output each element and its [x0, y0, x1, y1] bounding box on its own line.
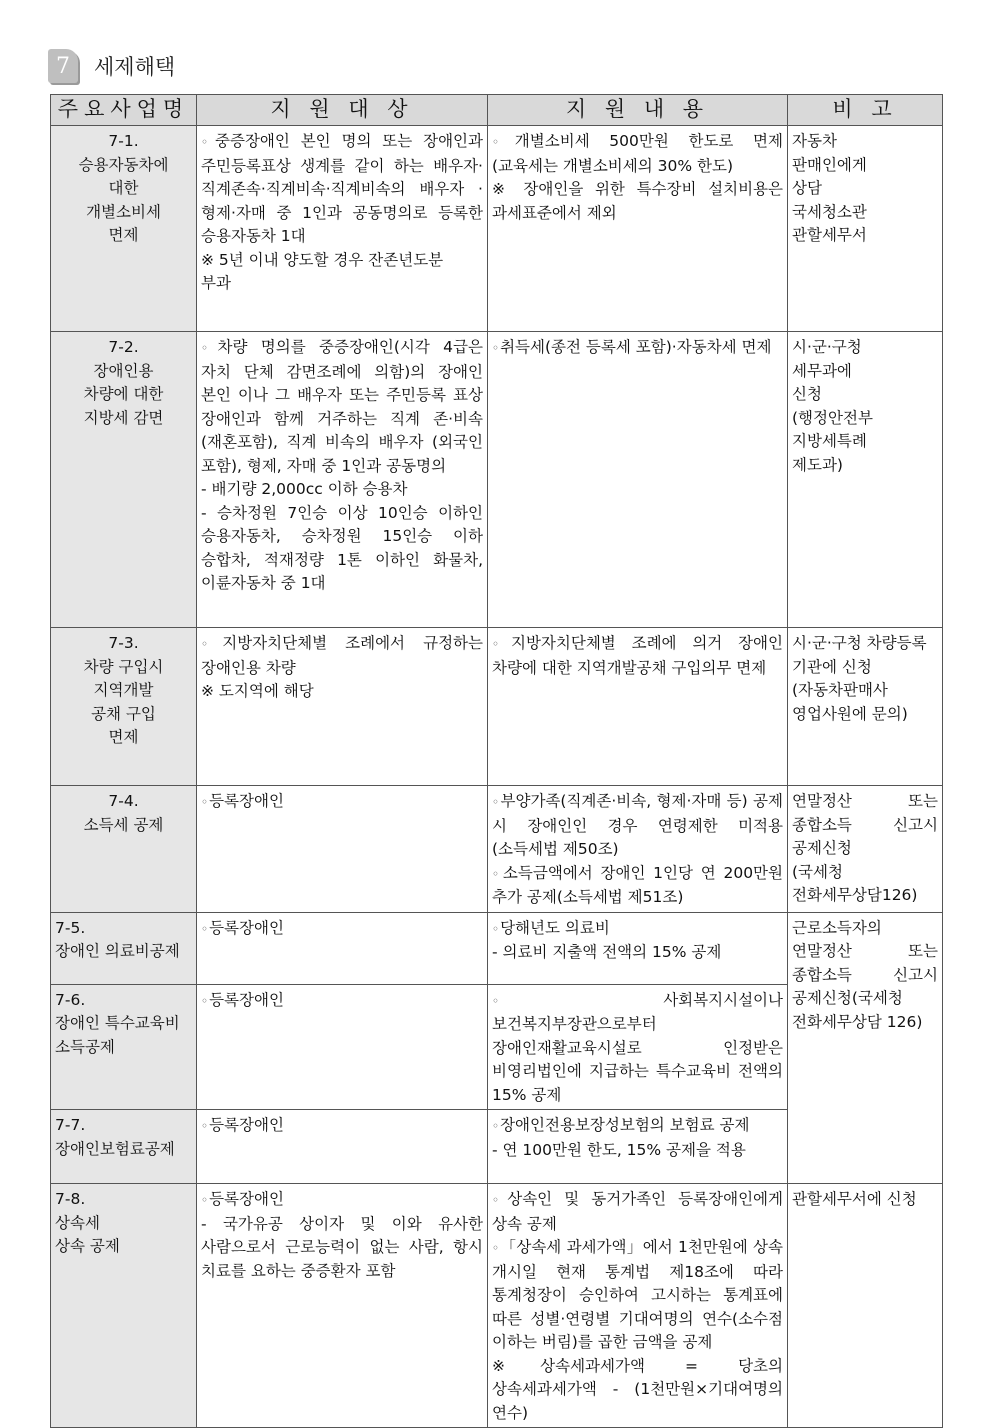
content-cell: ◦ 사회복지시설이나 보건복지부장관으로부터 장애인재활교육시설로 인정받은 비영리법인에 지급하는 특수교육비 전액의 15% 공제: [488, 984, 788, 1110]
table-row: [51, 126, 943, 332]
header-program: 주요사업명: [51, 95, 197, 126]
content-cell: ◦ 개별소비세 500만원 한도로 면제 (교육세는 개별소비세의 30% 한도) ※ 장애인을 위한 특수장비 설치비용은 과세표준에서 제외: [488, 126, 788, 332]
content-cell: ◦ 부양가족(직계존·비속, 형제·자매 등) 공제 시 장애인인 경우 연령제한 미적용 (소득세법 제50조) ◦ 소득금액에서 장애인 1인당 연 200만원 추가 공제(소득세법 제51조): [488, 786, 788, 913]
header-target: 지 원 대 상: [197, 95, 488, 126]
target-cell: ◦ 등록장애인: [197, 984, 488, 1110]
program-name-cell: 7-7. 장애인보험료공제: [51, 1110, 197, 1184]
target-cell: ◦ 등록장애인: [197, 1110, 488, 1184]
remark-cell: 근로소득자의 연말정산 또는 종합소득 신고시 공제신청(국세청 전화세무상담 126): [788, 912, 943, 1184]
target-cell: ◦ 지방자치단체별 조례에서 규정하는 장애인용 차량 ※ 도지역에 해당: [197, 628, 488, 786]
program-name-cell: 7-5. 장애인 의료비공제: [51, 912, 197, 984]
table-row: [51, 1184, 943, 1428]
tax-benefit-table: [50, 94, 943, 1428]
table-row: [51, 628, 943, 786]
remark-cell: 연말정산 또는 종합소득 신고시 공제신청 (국세청 전화세무상담126): [788, 786, 943, 913]
target-cell: ◦ 등록장애인: [197, 912, 488, 984]
target-cell: ◦ 등록장애인: [197, 786, 488, 913]
program-name-cell: 7-8. 상속세 상속 공제: [51, 1184, 197, 1428]
program-name-cell: 7-1. 승용자동차에 대한 개별소비세 면제: [51, 126, 197, 332]
table-row: [51, 332, 943, 628]
table-row: [51, 786, 943, 913]
section-header: [48, 48, 175, 84]
program-name-cell: 7-2. 장애인용 차량에 대한 지방세 감면: [51, 332, 197, 628]
content-cell: ◦ 상속인 및 동거가족인 등록장애인에게 상속 공제 ◦ 「상속세 과세가액」에서 1천만원에 상속 개시일 현재 통계법 제18조에 따라 통계청장이 승인하여 고시하는 통계표에 따른 성별·연령별 기대여명의 연수(소수점 이하는 버림)를 곱한 금액을 공제 ※상속세과세가액 = 당초의 상속세과세가액 - (1천만원×기대여명의 연수): [488, 1184, 788, 1428]
table-header-row: [51, 95, 943, 126]
content-cell: ◦ 당해년도 의료비 - 의료비 지출액 전액의 15% 공제: [488, 912, 788, 984]
content-cell: ◦ 취득세(종전 등록세 포함)·자동차세 면제: [488, 332, 788, 628]
remark-cell: 자동차 판매인에게 상담 국세청소관 관할세무서: [788, 126, 943, 332]
content-cell: ◦ 지방자치단체별 조례에 의거 장애인 차량에 대한 지역개발공채 구입의무 면제: [488, 628, 788, 786]
section-title: 세제해택: [94, 55, 176, 79]
content-cell: ◦ 장애인전용보장성보험의 보험료 공제 - 연 100만원 한도, 15% 공제을 적용: [488, 1110, 788, 1184]
table-row: [51, 912, 943, 984]
remark-cell: 시·군·구청 차량등록 기관에 신청 (자동차판매사 영업사원에 문의): [788, 628, 943, 786]
target-cell: ◦ 차량 명의를 중증장애인(시각 4급은 자치 단체 감면조례에 의함)의 장애인 본인 이나 그 배우자 또는 주민등록 표상 장애인과 함께 거주하는 직계 존·비속 (재혼포함), 직계 비속의 배우자 (외국인 포함), 형제, 자매 중 1인과 공동명의 - 배기량 2,000cc 이하 승용차 - 승차정원 7인승 이상 10인승 이하인 승용자동차, 승차정원 15인승 이하 승합차, 적재정량 1톤 이하인 화물차, 이륜자동차 중 1대: [197, 332, 488, 628]
remark-cell: 관할세무서에 신청: [788, 1184, 943, 1428]
section-number-badge: 7: [48, 49, 78, 83]
program-name-cell: 7-6. 장애인 특수교육비 소득공제: [51, 984, 197, 1110]
target-cell: ◦ 등록장애인 - 국가유공 상이자 및 이와 유사한 사람으로서 근로능력이 없는 사람, 항시 치료를 요하는 중증환자 포함: [197, 1184, 488, 1428]
header-content: 지 원 내 용: [488, 95, 788, 126]
program-name-cell: 7-3. 차량 구입시 지역개발 공채 구입 면제: [51, 628, 197, 786]
header-remark: 비 고: [788, 95, 943, 126]
target-cell: ◦ 중증장애인 본인 명의 또는 장애인과 주민등록표상 생계를 같이 하는 배우자·직계존속·직계비속·직계비속의 배우자 ·형제·자매 중 1인과 공동명의로 등록한 승용자동차 1대 ※ 5년 이내 양도할 경우 잔존년도분 부과: [197, 126, 488, 332]
program-name-cell: 7-4. 소득세 공제: [51, 786, 197, 913]
remark-cell: 시·군·구청 세무과에 신청 (행정안전부 지방세특례 제도과): [788, 332, 943, 628]
